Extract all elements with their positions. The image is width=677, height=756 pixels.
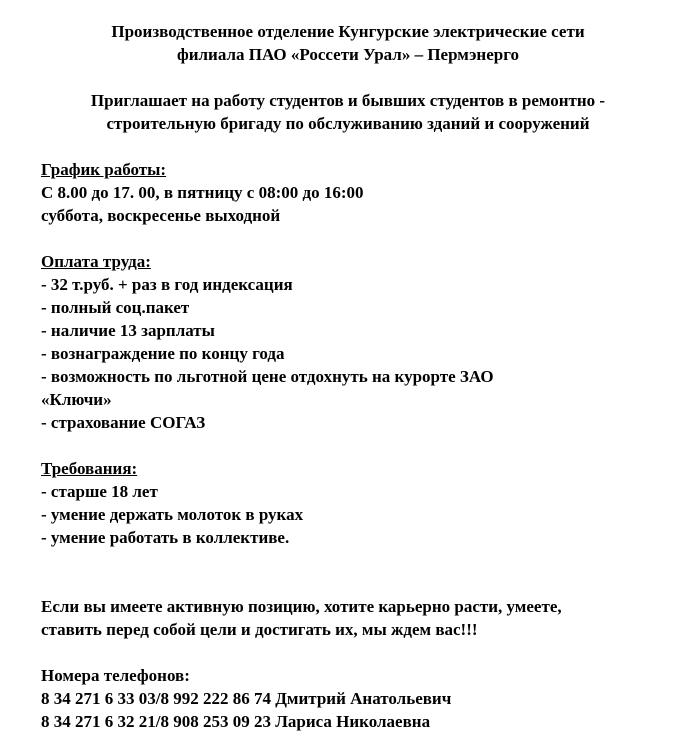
payment-heading: Оплата труда: [41, 252, 151, 271]
schedule-item: С 8.00 до 17. 00, в пятницу с 08:00 до 16:00 [41, 183, 364, 202]
title-line-1b: Кунгурские электрические сети [338, 22, 585, 41]
requirements-section [41, 457, 653, 549]
payment-item: «Ключи» [41, 390, 112, 409]
document-title [21, 20, 675, 66]
payment-item: - полный соц.пакет [41, 298, 190, 317]
requirements-item: - умение работать в коллективе. [41, 528, 290, 547]
payment-section [41, 250, 653, 434]
closing-text [41, 595, 653, 641]
closing-line-1: Если вы имеете активную позицию, хотите карьерно расти, умеете, [41, 597, 562, 616]
payment-item: - наличие 13 зарплаты [41, 321, 215, 340]
phone-entry: 8 34 271 6 32 21/8 908 253 09 23 Лариса Николаевна [41, 712, 431, 731]
requirements-item: - умение держать молоток в руках [41, 505, 304, 524]
requirements-item: - старше 18 лет [41, 482, 158, 501]
payment-item: - 32 т.руб. + раз в год индексация [41, 275, 293, 294]
schedule-item: суббота, воскресенье выходной [41, 206, 281, 225]
phones-section [41, 664, 653, 733]
payment-item: - вознаграждение по концу года [41, 344, 285, 363]
invitation-line-2: строительную бригаду по обслуживанию зданий и сооружений [106, 114, 590, 133]
schedule-heading: График работы: [41, 160, 167, 179]
invitation-text [19, 89, 677, 135]
invitation-line-1: Приглашает на работу студентов и бывших студентов в ремонтно - [90, 91, 606, 110]
requirements-heading: Требования: [41, 459, 138, 478]
phones-heading: Номера телефонов: [41, 666, 190, 685]
title-line-2: филиала ПАО «Россети Урал» – Пермэнерго [176, 45, 520, 64]
title-line-1 [21, 20, 675, 43]
payment-item: - страхование СОГАЗ [41, 413, 206, 432]
phone-entry: 8 34 271 6 33 03/8 992 222 86 74 Дмитрий Анатольевич [41, 689, 452, 708]
payment-item: - возможность по льготной цене отдохнуть на курорте ЗАО [41, 367, 494, 386]
closing-line-2: ставить перед собой цели и достигать их, мы ждем вас!!! [41, 620, 478, 639]
title-line-1a: Производственное отделение [111, 22, 339, 41]
schedule-section [41, 158, 653, 227]
